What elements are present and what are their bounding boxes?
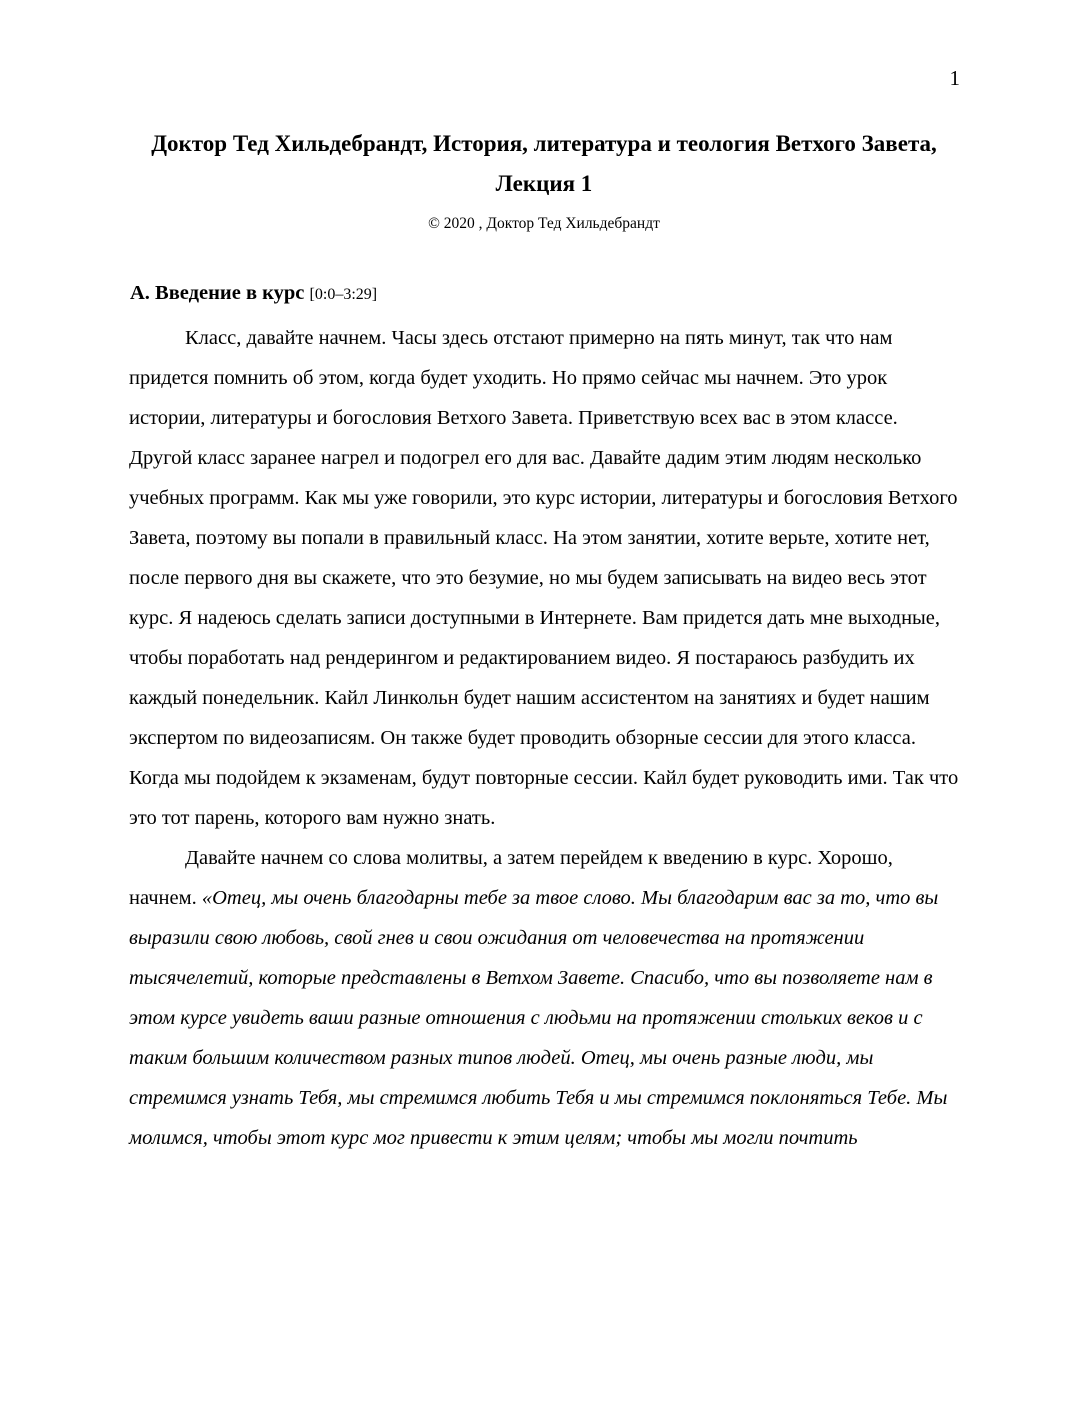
prayer-text: «Отец, мы очень благодарны тебе за твое слово. Мы благодарим вас за то, что вы выразили свою любовь, свой гнев и свои ожидания от человечества на протяжении тысячелетий, которые представлены в Ветхом Завете. Спасибо, что вы позволяете нам в этом курсе увидеть ваши разные отношения с людьми на протяжении стольких веков и с таким большим количеством разных типов людей. Отец, мы очень разные люди, мы стремимся узнать Тебя, мы стремимся любить Тебя и мы стремимся поклоняться Тебе. Мы молимся, чтобы этот курс мог привести к этим целям; чтобы мы могли почтить (129, 887, 948, 1149)
section-timestamp: [0:0–3:29] (309, 286, 378, 303)
section-heading (130, 279, 377, 309)
copyright-line: © 2020 , Доктор Тед Хильдебрандт (428, 215, 660, 232)
document-title: Доктор Тед Хильдебрандт, История, литература и теология Ветхого Завета, Лекция 1 (151, 131, 937, 196)
prayer-lead-in: Давайте начнем со слова молитвы, а затем перейдем к введению в курс. Хорошо, начнем. (129, 847, 893, 909)
page-number: 1 (949, 66, 960, 90)
paragraph-prayer (129, 838, 959, 1158)
section-heading-text: A. Введение в курс (130, 282, 305, 304)
paragraph-intro: Класс, давайте начнем. Часы здесь отстают примерно на пять минут, так что нам придется помнить об этом, когда будет уходить. Но прямо сейчас мы начнем. Это урок истории, литературы и богословия Ветхого Завета. Приветствую всех вас в этом классе. Другой класс заранее нагрел и подогрел его для вас. Давайте дадим этим людям несколько учебных программ. Как мы уже говорили, это курс истории, литературы и богословия Ветхого Завета, поэтому вы попали в правильный класс. На этом занятии, хотите верьте, хотите нет, после первого дня вы скажете, что это безумие, но мы будем записывать на видео весь этот курс. Я надеюсь сделать записи доступными в Интернете. Вам придется дать мне выходные, чтобы поработать над рендерингом и редактированием видео. Я постараюсь разбудить их каждый понедельник. Кайл Линкольн будет нашим ассистентом на занятиях и будет нашим экспертом по видеозаписям. Он также будет проводить обзорные сессии для этого класса. Когда мы подойдем к экзаменам, будут повторные сессии. Кайл будет руководить ими. Так что это тот парень, которого вам нужно знать. (129, 327, 959, 829)
lecture-body (129, 318, 959, 1158)
